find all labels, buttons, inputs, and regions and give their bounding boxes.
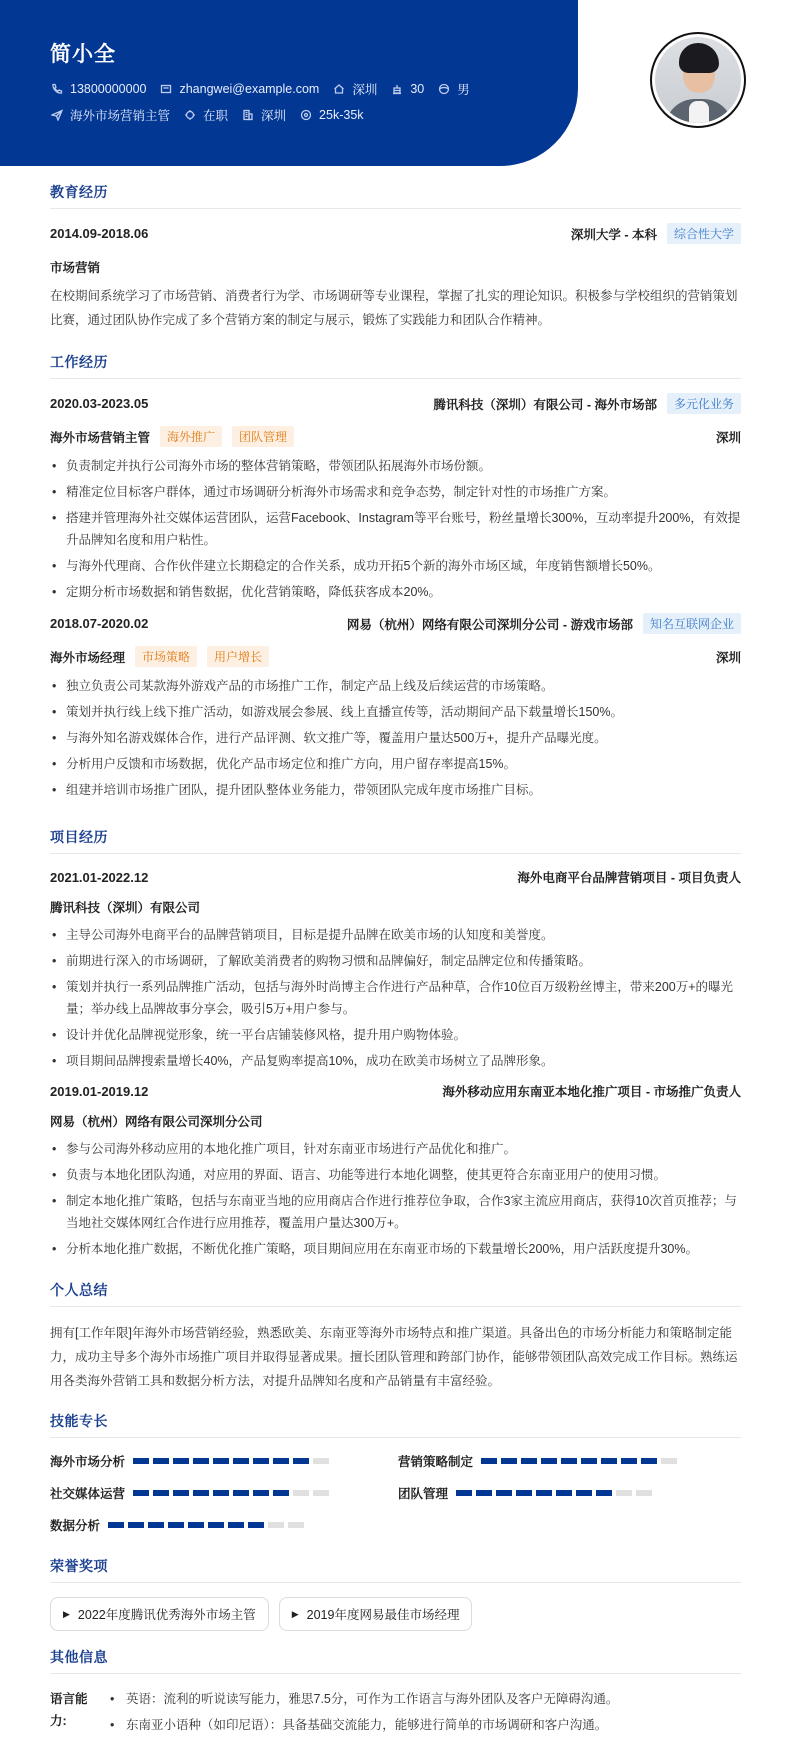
- other-section: [50, 1647, 741, 1740]
- target-city-text: 深圳: [261, 109, 287, 123]
- work-date: 2018.07-2020.02: [50, 616, 149, 631]
- work-position: [50, 646, 269, 667]
- company-tag: 多元化业务: [667, 393, 741, 414]
- education-section: [50, 182, 741, 332]
- skill-name: 数据分析: [50, 1519, 101, 1533]
- resume-header: [0, 0, 578, 166]
- phone-text: 13800000000: [70, 82, 147, 96]
- home-icon: [332, 82, 346, 96]
- bullet-item: • 项目期间品牌搜索量增长40%，产品复购率提高10%，成功在欧美市场树立了品牌形象。: [50, 1050, 741, 1072]
- work-company: [347, 613, 741, 634]
- building-icon: [241, 108, 255, 122]
- gender-icon: [437, 82, 451, 96]
- target-city-item: [241, 106, 286, 124]
- bullet-item: • 独立负责公司某款海外游戏产品的市场推广工作，制定产品上线及后续运营的市场策略。: [50, 675, 741, 697]
- language-item: • 东南亚小语种（如印尼语）：具备基础交流能力，能够进行简单的市场调研和客户沟通。: [104, 1714, 618, 1736]
- language-label: 语言能力:: [50, 1692, 88, 1728]
- skill-item: [50, 1452, 398, 1470]
- status-icon: [183, 108, 197, 122]
- skill-tag: 团队管理: [232, 426, 294, 447]
- triangle-right-icon: ▶: [63, 1608, 70, 1619]
- project-name-role: 海外移动应用东南亚本地化推广项目 - 市场推广负责人: [442, 1085, 741, 1099]
- bullet-item: • 与海外代理商、合作伙伴建立长期稳定的合作关系，成功开拓5个新的海外市场区域，年度销售额增长50%。: [50, 555, 741, 577]
- email-item: [159, 82, 319, 96]
- project-bullets: [50, 1138, 741, 1260]
- bullet-item: • 分析本地化推广数据，不断优化推广策略，项目期间应用在东南亚市场的下载量增长200%，用户活跃度提升30%。: [50, 1238, 741, 1260]
- email-text: zhangwei@example.com: [179, 82, 320, 96]
- salary-icon: [299, 108, 313, 122]
- contact-row: [50, 80, 483, 98]
- skill-tag: 市场策略: [135, 646, 197, 667]
- position-name: 海外市场经理: [50, 650, 126, 665]
- skill-name: 社交媒体运营: [50, 1487, 126, 1501]
- section-title-other: 其他信息: [50, 1647, 741, 1674]
- work-item: [50, 393, 741, 603]
- project-date: 2019.01-2019.12: [50, 1083, 149, 1099]
- projects-section: [50, 827, 741, 1260]
- bullet-item: • 设计并优化品牌视觉形象，统一平台店铺装修风格，提升用户购物体验。: [50, 1024, 741, 1046]
- bullet-item: • 与海外知名游戏媒体合作，进行产品评测、软文推广等，覆盖用户量达500万+，提升产品曝光度。: [50, 727, 741, 749]
- resume-content: [50, 182, 741, 1740]
- project-item: [50, 1082, 741, 1260]
- target-position-text: 海外市场营销主管: [70, 109, 171, 123]
- position-name: 海外市场营销主管: [50, 430, 151, 445]
- section-title-projects: 项目经历: [50, 827, 741, 854]
- gender-item: [437, 80, 470, 98]
- summary-section: [50, 1280, 741, 1393]
- work-date: 2020.03-2023.05: [50, 396, 149, 411]
- bullet-item: • 制定本地化推广策略，包括与东南亚当地的应用商店合作进行推荐位争取，合作3家主流应用商店，获得10次首页推荐；与当地社交媒体网红合作进行应用推荐，覆盖用户量达300万+。: [50, 1190, 741, 1234]
- section-title-education: 教育经历: [50, 182, 741, 209]
- age-item: [390, 82, 424, 96]
- bullet-item: • 策划并执行一系列品牌推广活动，包括与海外时尚博主合作进行产品种草，合作10位百万级粉丝博主，带来200万+的曝光量；举办线上品牌故事分享会，吸引5万+用户参与。: [50, 976, 741, 1020]
- bullet-item: • 主导公司海外电商平台的品牌营销项目，目标是提升品牌在欧美市场的认知度和美誉度。: [50, 924, 741, 946]
- work-section: [50, 352, 741, 801]
- education-date: 2014.09-2018.06: [50, 226, 149, 241]
- skills-grid: [50, 1452, 741, 1534]
- phone-icon: [50, 82, 64, 96]
- section-title-awards: 荣誉奖项: [50, 1556, 741, 1583]
- awards-section: [50, 1556, 741, 1631]
- company-name: 腾讯科技（深圳）有限公司 - 海外市场部: [433, 397, 657, 412]
- language-item: • 英语：流利的听说读写能力，雅思7.5分，可作为工作语言与海外团队及客户无障碍沟通。: [104, 1688, 618, 1710]
- bullet-item: • 组建并培训市场推广团队，提升团队整体业务能力，带领团队完成年度市场推广目标。: [50, 779, 741, 801]
- bullet-item: • 定期分析市场数据和销售数据，优化营销策略，降低获客成本20%。: [50, 581, 741, 603]
- bullet-item: • 负责与本地化团队沟通，对应用的界面、语言、功能等进行本地化调整，使其更符合东南亚用户的使用习惯。: [50, 1164, 741, 1186]
- project-bullets: [50, 924, 741, 1072]
- skill-item: [398, 1484, 741, 1502]
- skill-level-bar: [133, 1458, 333, 1464]
- award-text: 2019年度网易最佳市场经理: [306, 1608, 460, 1622]
- avatar-photo: [655, 37, 741, 123]
- awards-list: [50, 1597, 741, 1631]
- work-city: 深圳: [715, 430, 741, 445]
- bullet-item: • 前期进行深入的市场调研，了解欧美消费者的购物习惯和品牌偏好，制定品牌定位和传播策略。: [50, 950, 741, 972]
- age-text: 30: [410, 82, 425, 96]
- work-company: [433, 393, 741, 414]
- education-school: [571, 223, 741, 244]
- school-type-tag: 综合性大学: [667, 223, 741, 244]
- skills-section: [50, 1411, 741, 1534]
- award-item: [50, 1597, 269, 1631]
- bullet-item: • 策划并执行线上线下推广活动，如游戏展会参展、线上直播宣传等，活动期间产品下载量增长150%。: [50, 701, 741, 723]
- summary-text: 拥有[工作年限]年海外市场营销经验，熟悉欧美、东南亚等海外市场特点和推广渠道。具备出色的市场分析能力和策略制定能力，成功主导多个海外市场推广项目并取得显著成果。擅长团队管理和跨部门协作，能够带领团队高效完成工作目标。熟练运用各类海外营销工具和数据分析方法，对提升品牌知名度和产品销量有丰富经验。: [50, 1326, 738, 1388]
- skill-tag: 用户增长: [207, 646, 269, 667]
- job-status-text: 在职: [203, 109, 229, 123]
- skill-item: [50, 1484, 398, 1502]
- project-item: [50, 868, 741, 1072]
- location-text: 深圳: [352, 83, 378, 97]
- triangle-right-icon: ▶: [291, 1608, 299, 1619]
- project-company: 腾讯科技（深圳）有限公司: [50, 901, 201, 915]
- target-position-item: [50, 106, 170, 124]
- section-title-summary: 个人总结: [50, 1280, 741, 1307]
- skill-name: 团队管理: [398, 1487, 449, 1501]
- language-skills: [50, 1688, 741, 1740]
- skill-tag: 海外推广: [160, 426, 222, 447]
- salary-item: [299, 108, 363, 122]
- education-description: 在校期间系统学习了市场营销、消费者行为学、市场调研等专业课程，掌握了扎实的理论知识。积极参与学校组织的营销策划比赛，通过团队协作完成了多个营销方案的制定与展示，锻炼了实践能力和团队合作精神。: [50, 289, 738, 327]
- work-bullets: [50, 455, 741, 603]
- award-item: [279, 1597, 473, 1631]
- work-item: [50, 613, 741, 801]
- candidate-name: 简小全: [50, 43, 116, 66]
- bullet-item: • 分析用户反馈和市场数据，优化产品市场定位和推广方向，用户留存率提高15%。: [50, 753, 741, 775]
- section-title-skills: 技能专长: [50, 1411, 741, 1438]
- skill-name: 海外市场分析: [50, 1455, 126, 1469]
- project-company: 网易（杭州）网络有限公司深圳分公司: [50, 1115, 263, 1129]
- skill-level-bar: [133, 1490, 333, 1496]
- work-city: 深圳: [715, 650, 741, 665]
- school-name: 深圳大学 - 本科: [570, 227, 657, 242]
- company-tag: 知名互联网企业: [643, 613, 741, 634]
- age-icon: [390, 82, 404, 96]
- gender-text: 男: [457, 83, 470, 97]
- section-title-work: 工作经历: [50, 352, 741, 379]
- skill-level-bar: [108, 1522, 308, 1528]
- phone-item: [50, 82, 146, 96]
- mail-icon: [159, 82, 173, 96]
- job-row: [50, 106, 377, 124]
- education-major: 市场营销: [50, 261, 101, 275]
- skill-item: [50, 1516, 398, 1534]
- salary-text: 25k-35k: [319, 108, 364, 122]
- skill-name: 营销策略制定: [398, 1455, 474, 1469]
- company-name: 网易（杭州）网络有限公司深圳分公司 - 游戏市场部: [346, 617, 633, 632]
- work-bullets: [50, 675, 741, 801]
- bullet-item: • 搭建并管理海外社交媒体运营团队，运营Facebook、Instagram等平台账号，粉丝量增长300%，互动率提升200%，有效提升品牌知名度和用户粘性。: [50, 507, 741, 551]
- bullet-item: • 负责制定并执行公司海外市场的整体营销策略，带领团队拓展海外市场份额。: [50, 455, 741, 477]
- job-status-item: [183, 106, 228, 124]
- project-name-role: 海外电商平台品牌营销项目 - 项目负责人: [517, 871, 741, 885]
- skill-item: [398, 1452, 741, 1470]
- send-icon: [50, 108, 64, 122]
- award-text: 2022年度腾讯优秀海外市场主管: [77, 1608, 256, 1622]
- skill-level-bar: [481, 1458, 681, 1464]
- bullet-item: • 精准定位目标客户群体，通过市场调研分析海外市场需求和竞争态势，制定针对性的市场推广方案。: [50, 481, 741, 503]
- project-date: 2021.01-2022.12: [50, 869, 149, 885]
- skill-level-bar: [456, 1490, 656, 1496]
- language-list: [104, 1688, 618, 1740]
- location-item: [332, 80, 377, 98]
- avatar: [650, 32, 746, 128]
- bullet-item: • 参与公司海外移动应用的本地化推广项目，针对东南亚市场进行产品优化和推广。: [50, 1138, 741, 1160]
- work-position: [50, 426, 294, 447]
